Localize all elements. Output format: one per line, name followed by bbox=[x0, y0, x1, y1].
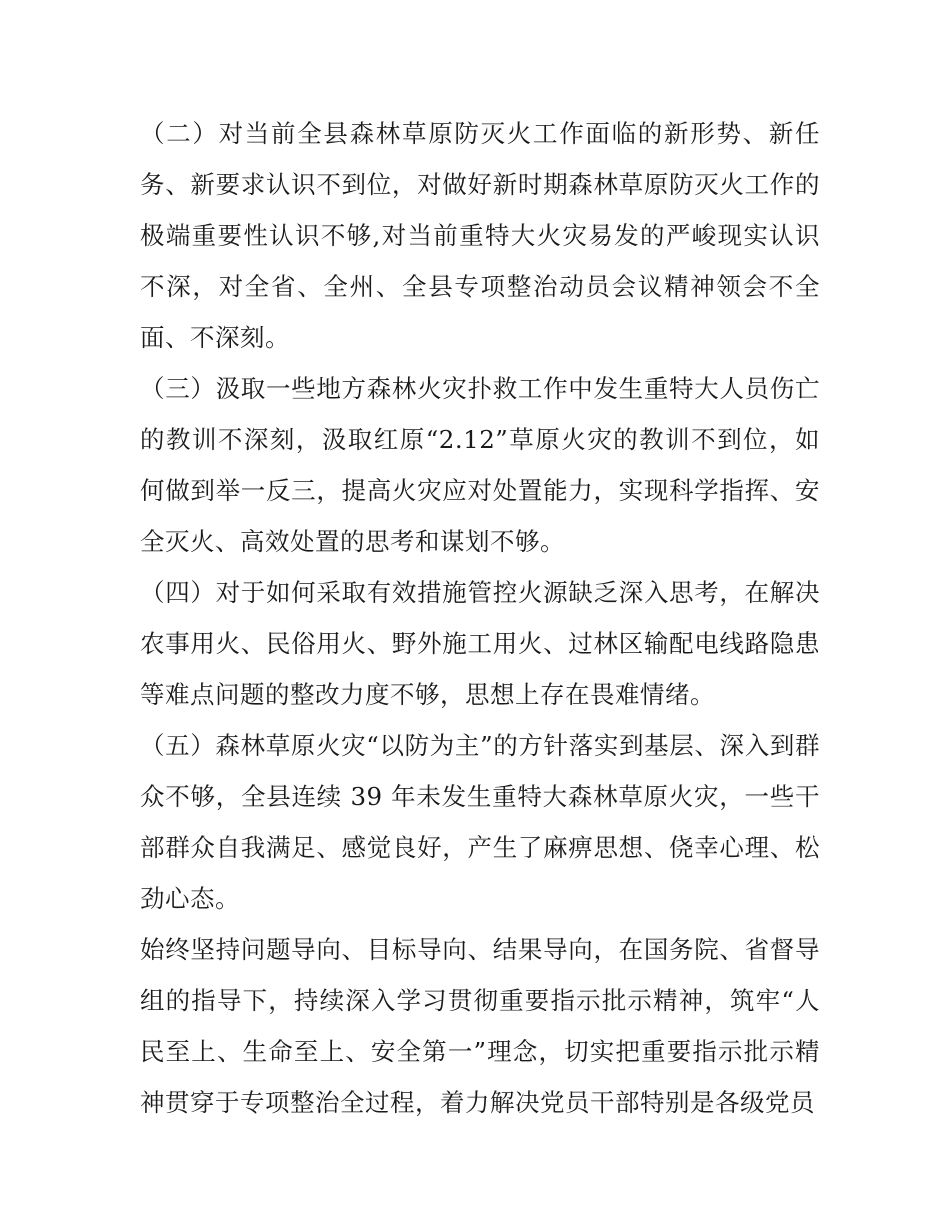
paragraph-five: （五）森林草原火灾“以防为主”的方针落实到基层、深入到群众不够，全县连续 39 年未发生重特大森林草原火灾，一些干部群众自我满足、感觉良好，产生了麻痹思想、侥幸心理、松劲心态。 bbox=[140, 731, 820, 913]
paragraph-four: （四）对于如何采取有效措施管控火源缺乏深入思考，在解决农事用火、民俗用火、野外施工用火、过林区输配电线路隐患等难点问题的整改力度不够，思想上存在畏难情绪。 bbox=[140, 578, 820, 709]
document-body bbox=[140, 108, 820, 1128]
paragraph-summary: 始终坚持问题导向、目标导向、结果导向，在国务院、省督导组的指导下，持续深入学习贯彻重要指示批示精神，筑牢“人民至上、生命至上、安全第一”理念，切实把重要指示批示精神贯穿于专项整治全过程，着力解决党员干部特别是各级党员 bbox=[140, 935, 820, 1117]
paragraph-three: （三）汲取一些地方森林火灾扑救工作中发生重特大人员伤亡的教训不深刻，汲取红原“2.12”草原火灾的教训不到位，如何做到举一反三，提高火灾应对处置能力，实现科学指挥、安全灭火、高效处置的思考和谋划不够。 bbox=[140, 374, 820, 556]
paragraph-two: （二）对当前全县森林草原防灭火工作面临的新形势、新任务、新要求认识不到位，对做好新时期森林草原防灭火工作的极端重要性认识不够,对当前重特大火灾易发的严峻现实认识不深，对全省、全州、全县专项整治动员会议精神领会不全面、不深刻。 bbox=[140, 119, 820, 352]
